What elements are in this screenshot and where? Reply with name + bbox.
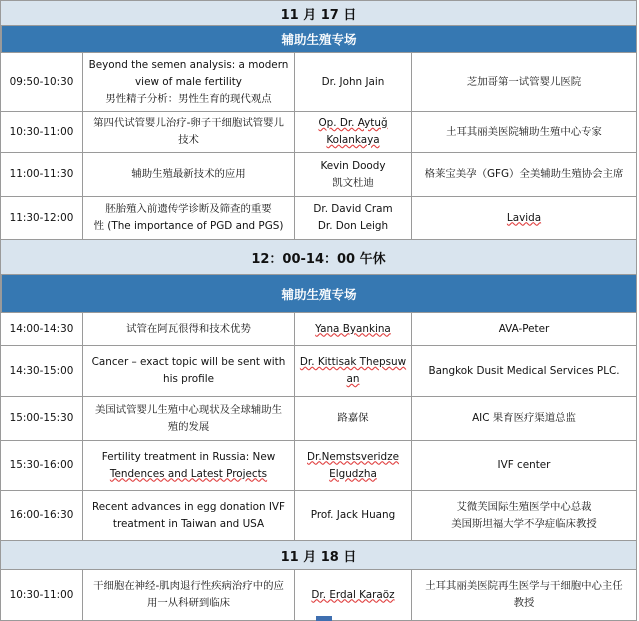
date-label: 11 月 17 日: [280, 7, 357, 23]
date-header: [0, 0, 637, 26]
speaker-cell: Dr. John Jain: [295, 53, 412, 111]
table-row: [0, 53, 637, 112]
speaker-cell: 路嘉保: [295, 397, 412, 440]
speaker-cell: Dr.Nemstsveridze Elgudzha: [295, 441, 412, 490]
table-row: [0, 313, 637, 346]
time-cell: 09:50-10:30: [1, 53, 83, 111]
topic-cell: Fertility treatment in Russia: New Tendences and Latest Projects: [83, 441, 295, 490]
break-row: [0, 240, 637, 275]
time-cell: 11:30-12:00: [1, 197, 83, 239]
org-cell: 土耳其丽美医院再生医学与干细胞中心主任 教授: [425, 580, 623, 609]
section-title: 辅助生殖专场: [281, 286, 357, 302]
table-row: [0, 397, 637, 441]
org-cell: 土耳其丽美医院辅助生殖中心专家: [446, 125, 602, 138]
date-label: 11 月 18 日: [280, 549, 357, 565]
org-cell: 格莱宝美孕（GFG）全美辅助生殖协会主席: [424, 168, 624, 180]
date-header: [0, 541, 637, 570]
org-cell: AIC 果育医疗渠道总监: [472, 412, 576, 424]
org-cell: 芝加哥第一试管婴儿医院: [466, 75, 582, 88]
time-cell: 16:00-16:30: [1, 491, 83, 540]
time-cell: 10:30-11:00: [1, 570, 83, 620]
section-title: 辅助生殖专场: [281, 32, 357, 47]
speaker-cell: Yana Byankina: [295, 313, 412, 345]
org-cell: 艾微芙国际生殖医学中心总裁 美国斯坦福大学不孕症临床教授: [451, 500, 597, 530]
speaker-cell: Dr. Erdal Karaöz: [295, 570, 412, 620]
topic-cell: Cancer – exact topic will be sent with his profile: [83, 346, 295, 396]
section-header: [0, 26, 637, 53]
table-row: [0, 346, 637, 397]
speaker-cell: Dr. Kittisak Thepsuw an: [295, 346, 412, 396]
speaker-cell: Kevin Doody 凯文杜迪: [295, 153, 412, 196]
topic-cell: Recent advances in egg donation IVF treatment in Taiwan and USA: [83, 491, 295, 540]
speaker-cell: Dr. David Cram Dr. Don Leigh: [295, 197, 412, 239]
org-cell: IVF center: [497, 459, 551, 471]
topic-cell: 干细胞在神经-肌肉退行性疾病治疗中的应 用一从科研到临床: [83, 570, 295, 620]
table-row: [0, 491, 637, 541]
topic-cell: 胚胎殖入前遗传学诊断及筛查的重要 性 (The importance of PGD and PGS): [83, 197, 295, 239]
time-cell: 10:30-11:00: [1, 112, 83, 152]
topic-cell: 试管在阿瓦很得和技术优势: [83, 313, 295, 345]
section-header: [0, 275, 637, 313]
topic-cell: 第四代试管婴儿治疗-卵子干细胞试管婴儿 技术: [83, 112, 295, 152]
time-cell: 15:00-15:30: [1, 397, 83, 440]
speaker-cell: Op. Dr. Aytuğ Kolankaya: [295, 112, 412, 152]
org-cell: AVA-Peter: [498, 322, 550, 335]
time-cell: 15:30-16:00: [1, 441, 83, 490]
time-cell: 14:00-14:30: [1, 313, 83, 345]
scroll-handle[interactable]: [316, 616, 332, 621]
time-cell: 11:00-11:30: [1, 153, 83, 196]
break-label: 12：00-14：00 午休: [251, 251, 386, 267]
table-row: [0, 112, 637, 153]
table-row: [0, 441, 637, 491]
table-row: [0, 197, 637, 240]
table-row: [0, 570, 637, 621]
time-cell: 14:30-15:00: [1, 346, 83, 396]
org-cell: Bangkok Dusit Medical Services PLC.: [428, 364, 620, 377]
table-row: [0, 153, 637, 197]
topic-cell: 辅助生殖最新技术的应用: [83, 153, 295, 196]
topic-cell: Beyond the semen analysis: a modern view of male fertility 男性精子分析：男性生育的现代观点: [83, 53, 295, 111]
org-cell: Lavida: [506, 211, 542, 224]
speaker-cell: Prof. Jack Huang: [295, 491, 412, 540]
topic-cell: 美国试管婴儿生殖中心现状及全球辅助生 殖的发展: [83, 397, 295, 440]
